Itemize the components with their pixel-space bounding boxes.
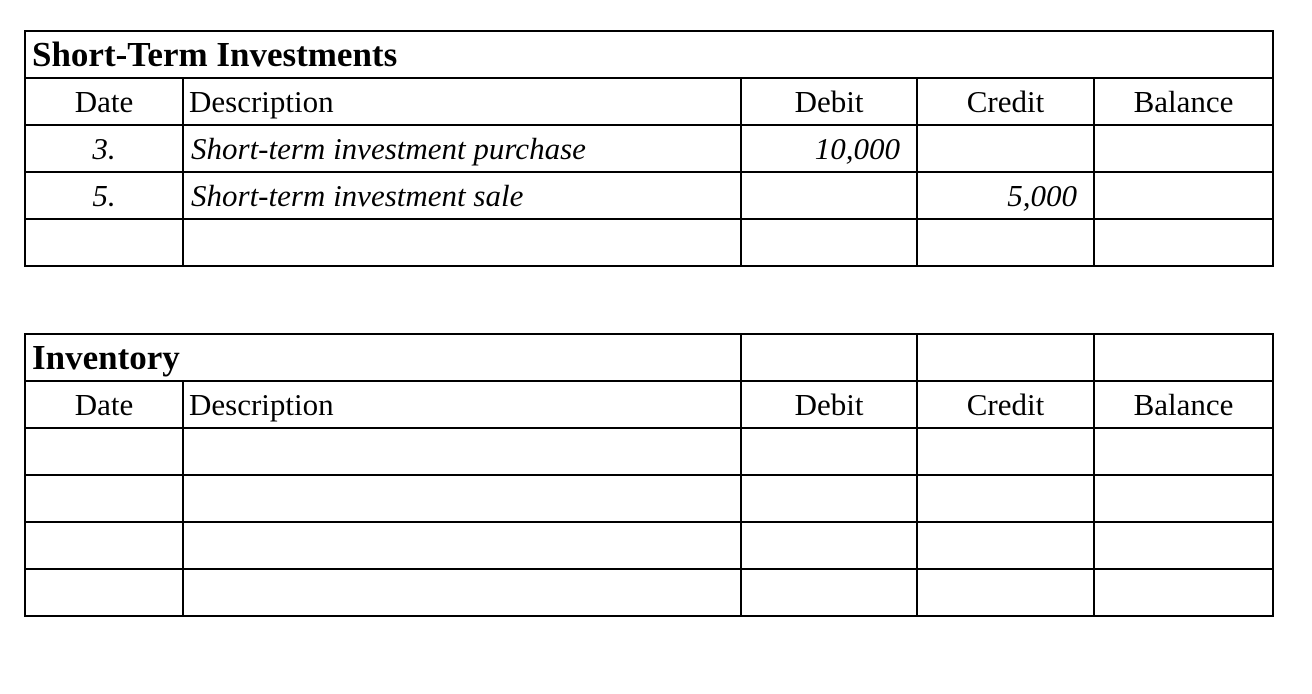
header-description: Description [183, 78, 741, 125]
entry-description[interactable] [183, 522, 741, 569]
entry-date[interactable] [25, 475, 183, 522]
ledger-header-row [25, 381, 1273, 428]
ledger-header-row [25, 78, 1273, 125]
header-debit: Debit [741, 381, 917, 428]
entry-debit[interactable] [741, 428, 917, 475]
entry-debit[interactable]: 10,000 [741, 125, 917, 172]
entry-date[interactable] [25, 219, 183, 266]
entry-date[interactable] [25, 569, 183, 616]
table-row [25, 125, 1273, 172]
entry-balance[interactable] [1094, 125, 1273, 172]
header-credit: Credit [917, 78, 1094, 125]
header-balance: Balance [1094, 381, 1273, 428]
table-row [25, 428, 1273, 475]
entry-credit[interactable]: 5,000 [917, 172, 1094, 219]
ledger-title: Short-Term Investments [25, 31, 1273, 78]
table-row [25, 569, 1273, 616]
entry-debit[interactable] [741, 522, 917, 569]
entry-date[interactable] [25, 428, 183, 475]
header-credit: Credit [917, 381, 1094, 428]
header-date: Date [25, 78, 183, 125]
entry-credit[interactable] [917, 125, 1094, 172]
entry-description[interactable] [183, 428, 741, 475]
entry-debit[interactable] [741, 569, 917, 616]
entry-description[interactable] [183, 219, 741, 266]
entry-credit[interactable] [917, 569, 1094, 616]
title-blank-cell [1094, 334, 1273, 381]
entry-credit[interactable] [917, 475, 1094, 522]
table-row [25, 475, 1273, 522]
table-row [25, 219, 1273, 266]
header-balance: Balance [1094, 78, 1273, 125]
entry-balance[interactable] [1094, 428, 1273, 475]
header-description: Description [183, 381, 741, 428]
short-term-investments-ledger [24, 30, 1274, 267]
entry-date[interactable]: 3. [25, 125, 183, 172]
entry-debit[interactable] [741, 219, 917, 266]
entry-date[interactable]: 5. [25, 172, 183, 219]
entry-date[interactable] [25, 522, 183, 569]
entry-balance[interactable] [1094, 475, 1273, 522]
header-debit: Debit [741, 78, 917, 125]
entry-credit[interactable] [917, 428, 1094, 475]
entry-balance[interactable] [1094, 172, 1273, 219]
table-row [25, 522, 1273, 569]
entry-description[interactable] [183, 569, 741, 616]
entry-description[interactable] [183, 475, 741, 522]
entry-description[interactable]: Short-term investment sale [183, 172, 741, 219]
entry-debit[interactable] [741, 172, 917, 219]
title-blank-cell [741, 334, 917, 381]
ledger-title: Inventory [25, 334, 741, 381]
entry-description[interactable]: Short-term investment purchase [183, 125, 741, 172]
title-blank-cell [917, 334, 1094, 381]
entry-debit[interactable] [741, 475, 917, 522]
table-row [25, 172, 1273, 219]
entry-balance[interactable] [1094, 569, 1273, 616]
entry-credit[interactable] [917, 522, 1094, 569]
ledger-title-row [25, 334, 1273, 381]
inventory-ledger [24, 333, 1274, 617]
entry-balance[interactable] [1094, 522, 1273, 569]
entry-balance[interactable] [1094, 219, 1273, 266]
header-date: Date [25, 381, 183, 428]
ledger-title-row [25, 31, 1273, 78]
entry-credit[interactable] [917, 219, 1094, 266]
